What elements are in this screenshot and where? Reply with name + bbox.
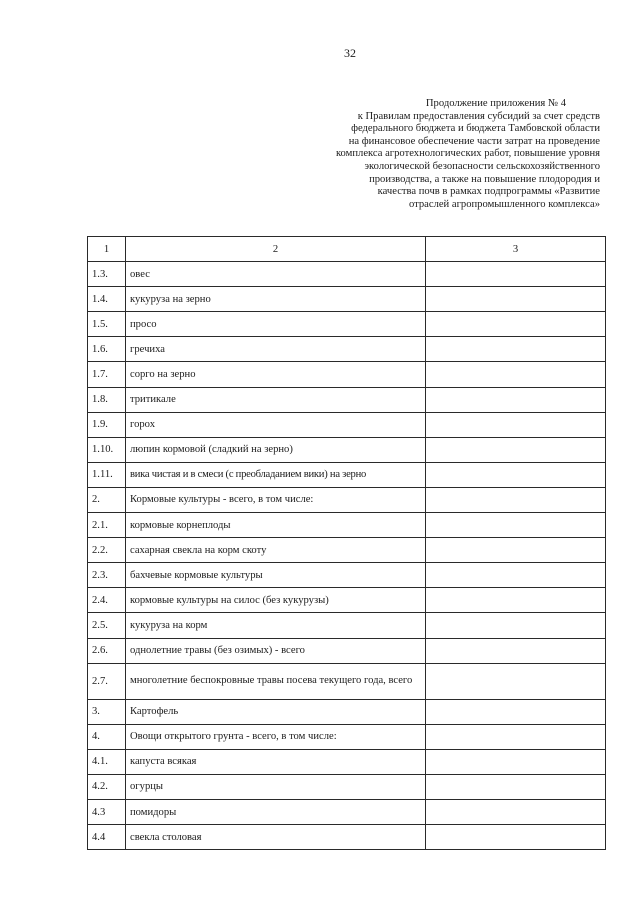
row-number: 1.5.	[88, 312, 126, 337]
value-cell	[426, 487, 606, 512]
table-row	[88, 287, 606, 312]
crop-name: огурцы	[126, 774, 426, 799]
value-cell	[426, 699, 606, 724]
crop-name: сорго на зерно	[126, 362, 426, 387]
crop-name: Овощи открытого грунта - всего, в том числе:	[126, 724, 426, 749]
row-number: 1.3.	[88, 262, 126, 287]
table-row	[88, 262, 606, 287]
value-cell	[426, 312, 606, 337]
appendix-title: Продолжение приложения № 4	[425, 98, 566, 109]
crop-name: кукуруза на корм	[126, 613, 426, 638]
row-number: 4.2.	[88, 774, 126, 799]
value-cell	[426, 362, 606, 387]
table-row	[88, 487, 606, 512]
value-cell	[426, 588, 606, 613]
row-number: 1.7.	[88, 362, 126, 387]
crop-name: многолетние беспокровные травы посева текущего года, всего	[126, 663, 426, 699]
table-row	[88, 638, 606, 663]
value-cell	[426, 724, 606, 749]
row-number: 2.1.	[88, 513, 126, 538]
table-row	[88, 412, 606, 437]
appendix-header-line: комплекса агротехнологических работ, повышение уровня	[335, 148, 600, 160]
row-number: 1.6.	[88, 337, 126, 362]
crop-name: вика чистая и в смеси (с преобладанием вики) на зерно	[126, 462, 426, 487]
value-cell	[426, 774, 606, 799]
table-row	[88, 663, 606, 699]
table-row	[88, 699, 606, 724]
value-cell	[426, 387, 606, 412]
value-cell	[426, 799, 606, 824]
table-row	[88, 588, 606, 613]
table-row	[88, 387, 606, 412]
row-number: 4.	[88, 724, 126, 749]
table-header-row	[88, 237, 606, 262]
column-header-3: 3	[426, 237, 606, 262]
value-cell	[426, 412, 606, 437]
appendix-header-line: производства, а также на повышение плодородия и	[369, 173, 600, 185]
crop-name: помидоры	[126, 799, 426, 824]
crop-name: однолетние травы (без озимых) - всего	[126, 638, 426, 663]
row-number: 2.5.	[88, 613, 126, 638]
page-number: 32	[344, 46, 356, 60]
appendix-header-line: к Правилам предоставления субсидий за счет средств	[357, 110, 600, 122]
value-cell	[426, 663, 606, 699]
crop-name: горох	[126, 412, 426, 437]
table-row	[88, 774, 606, 799]
value-cell	[426, 462, 606, 487]
crop-name: просо	[126, 312, 426, 337]
value-cell	[426, 563, 606, 588]
table-row	[88, 362, 606, 387]
value-cell	[426, 337, 606, 362]
table-row	[88, 563, 606, 588]
row-number: 4.3	[88, 799, 126, 824]
crop-name: кормовые культуры на силос (без кукурузы)	[126, 588, 426, 613]
appendix-header	[270, 98, 600, 211]
value-cell	[426, 538, 606, 563]
table-row	[88, 538, 606, 563]
value-cell	[426, 262, 606, 287]
value-cell	[426, 749, 606, 774]
crop-name: капуста всякая	[126, 749, 426, 774]
value-cell	[426, 437, 606, 462]
column-header-2: 2	[126, 237, 426, 262]
crop-name: кормовые корнеплоды	[126, 513, 426, 538]
table-row	[88, 613, 606, 638]
appendix-header-line: федерального бюджета и бюджета Тамбовской области	[351, 123, 600, 135]
crop-name: бахчевые кормовые культуры	[126, 563, 426, 588]
row-number: 4.4	[88, 825, 126, 850]
row-number: 2.4.	[88, 588, 126, 613]
row-number: 1.4.	[88, 287, 126, 312]
crop-name: сахарная свекла на корм скоту	[126, 538, 426, 563]
table-row	[88, 825, 606, 850]
crop-name: гречиха	[126, 337, 426, 362]
crop-name: тритикале	[126, 387, 426, 412]
row-number: 2.2.	[88, 538, 126, 563]
crops-table	[87, 236, 606, 850]
appendix-header-line: экологической безопасности сельскохозяйственного	[364, 160, 600, 172]
table-row	[88, 724, 606, 749]
row-number: 2.6.	[88, 638, 126, 663]
table-row	[88, 312, 606, 337]
value-cell	[426, 513, 606, 538]
table-row	[88, 749, 606, 774]
value-cell	[426, 287, 606, 312]
table-row	[88, 513, 606, 538]
row-number: 1.9.	[88, 412, 126, 437]
appendix-header-line: отраслей агропромышленного комплекса»	[408, 198, 600, 210]
crop-name: свекла столовая	[126, 825, 426, 850]
row-number: 1.8.	[88, 387, 126, 412]
table-row	[88, 462, 606, 487]
row-number: 4.1.	[88, 749, 126, 774]
row-number: 2.7.	[88, 663, 126, 699]
value-cell	[426, 613, 606, 638]
crop-name: Картофель	[126, 699, 426, 724]
appendix-header-line: качества почв в рамках подпрограммы «Развитие	[377, 186, 600, 198]
row-number: 2.3.	[88, 563, 126, 588]
value-cell	[426, 825, 606, 850]
table-row	[88, 437, 606, 462]
value-cell	[426, 638, 606, 663]
row-number: 1.11.	[88, 462, 126, 487]
row-number: 2.	[88, 487, 126, 512]
table-row	[88, 799, 606, 824]
column-header-1: 1	[88, 237, 126, 262]
appendix-header-line: на финансовое обеспечение части затрат на проведение	[348, 135, 600, 147]
table-row	[88, 337, 606, 362]
crop-name: Кормовые культуры - всего, в том числе:	[126, 487, 426, 512]
row-number: 1.10.	[88, 437, 126, 462]
crop-name: люпин кормовой (сладкий на зерно)	[126, 437, 426, 462]
crop-name: овес	[126, 262, 426, 287]
row-number: 3.	[88, 699, 126, 724]
crop-name: кукуруза на зерно	[126, 287, 426, 312]
